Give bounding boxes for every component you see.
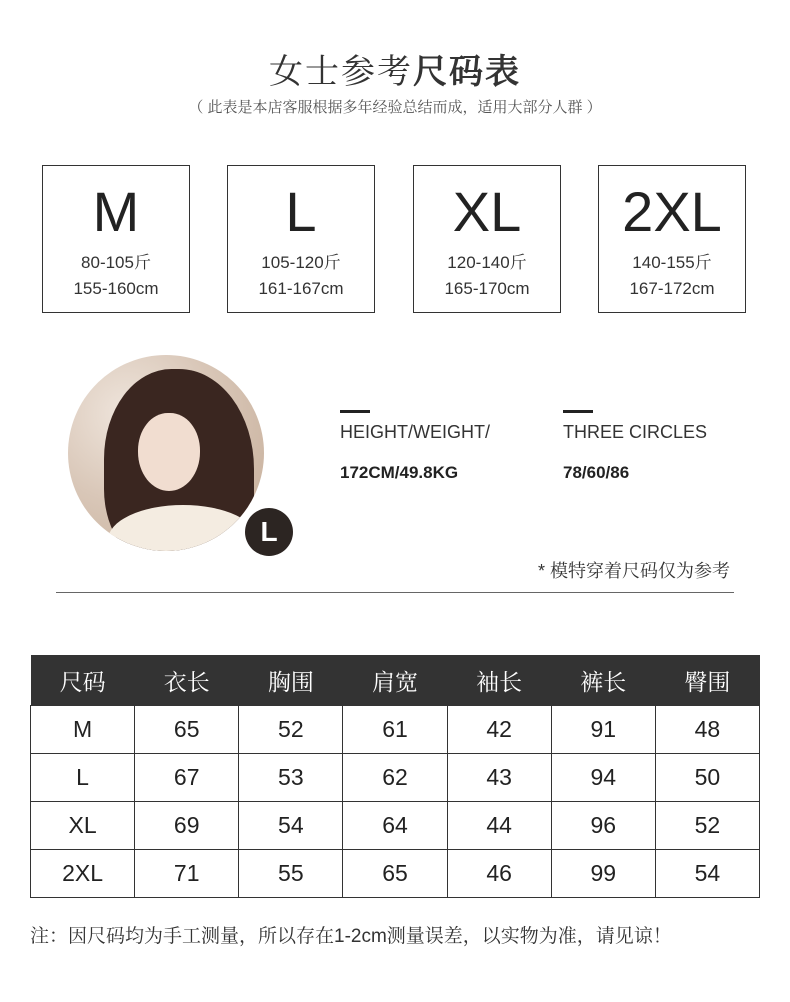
table-cell: 62 (343, 754, 447, 802)
size-card-weight: 80-105斤 (81, 253, 151, 272)
size-card-l (227, 165, 375, 313)
table-cell: 96 (551, 802, 655, 850)
three-circles-label: THREE CIRCLES (563, 422, 708, 442)
table-cell: 65 (343, 850, 447, 898)
table-cell: 69 (135, 802, 239, 850)
table-cell: 43 (447, 754, 551, 802)
size-card-weight: 120-140斤 (447, 253, 527, 272)
table-cell: 91 (551, 706, 655, 754)
table-cell: 52 (239, 706, 343, 754)
model-photo (68, 355, 264, 551)
table-cell: 64 (343, 802, 447, 850)
header-hip: 臀围 (655, 655, 759, 706)
table-cell: 2XL (31, 850, 135, 898)
section-divider (56, 592, 734, 593)
header-shoulder: 肩宽 (343, 655, 447, 706)
table-cell: XL (31, 802, 135, 850)
size-card-height: 167-172cm (629, 279, 715, 298)
table-cell: 65 (135, 706, 239, 754)
table-cell: 55 (239, 850, 343, 898)
three-circles-value: 78/60/86 (563, 463, 630, 482)
size-card-xl (413, 165, 561, 313)
table-header-row (31, 655, 760, 706)
height-weight-marker (340, 410, 370, 413)
size-card-m (42, 165, 190, 313)
size-card-label: L (285, 180, 317, 243)
page-subtitle: （ 此表是本店客服根据多年经验总结而成，适用大部分人群 ） (188, 99, 602, 116)
header-chest: 胸围 (239, 655, 343, 706)
table-cell: 61 (343, 706, 447, 754)
size-card-label: 2XL (622, 180, 722, 243)
table-row (31, 802, 760, 850)
table-cell: 54 (239, 802, 343, 850)
model-size-badge: L (245, 508, 293, 556)
table-row (31, 706, 760, 754)
table-cell: 44 (447, 802, 551, 850)
size-table (30, 655, 760, 898)
size-card-2xl (598, 165, 746, 313)
height-weight-value: 172CM/49.8KG (340, 463, 459, 482)
title-bold: 尺码表 (413, 53, 521, 91)
table-cell: 54 (655, 850, 759, 898)
table-row (31, 850, 760, 898)
table-cell: 99 (551, 850, 655, 898)
size-card-label: XL (452, 180, 522, 243)
size-card-height: 161-167cm (258, 279, 344, 298)
three-circles-marker (563, 410, 593, 413)
size-card-label: M (92, 180, 140, 243)
header-length: 衣长 (135, 655, 239, 706)
header-sleeve: 袖长 (447, 655, 551, 706)
table-cell: 53 (239, 754, 343, 802)
size-card-weight: 105-120斤 (261, 253, 341, 272)
header-size: 尺码 (31, 655, 135, 706)
table-cell: 48 (655, 706, 759, 754)
table-cell: 71 (135, 850, 239, 898)
table-cell: 94 (551, 754, 655, 802)
size-card-height: 155-160cm (73, 279, 159, 298)
table-cell: 46 (447, 850, 551, 898)
table-cell: L (31, 754, 135, 802)
table-cell: 42 (447, 706, 551, 754)
table-cell: 67 (135, 754, 239, 802)
measurement-footnote: 注：因尺码均为手工测量，所以存在1-2cm测量误差，以实物为准，请见谅！ (30, 926, 672, 947)
header-pants-length: 裤长 (551, 655, 655, 706)
size-card-weight: 140-155斤 (632, 253, 712, 272)
size-card-height: 165-170cm (444, 279, 530, 298)
table-cell: 52 (655, 802, 759, 850)
model-face (138, 413, 200, 491)
page-title (0, 44, 790, 93)
height-weight-label: HEIGHT/WEIGHT/ (340, 422, 490, 442)
table-cell: M (31, 706, 135, 754)
table-cell: 50 (655, 754, 759, 802)
title-light: 女士参考 (269, 53, 413, 91)
table-row (31, 754, 760, 802)
model-size-note: * 模特穿着尺码仅为参考 (537, 561, 730, 581)
